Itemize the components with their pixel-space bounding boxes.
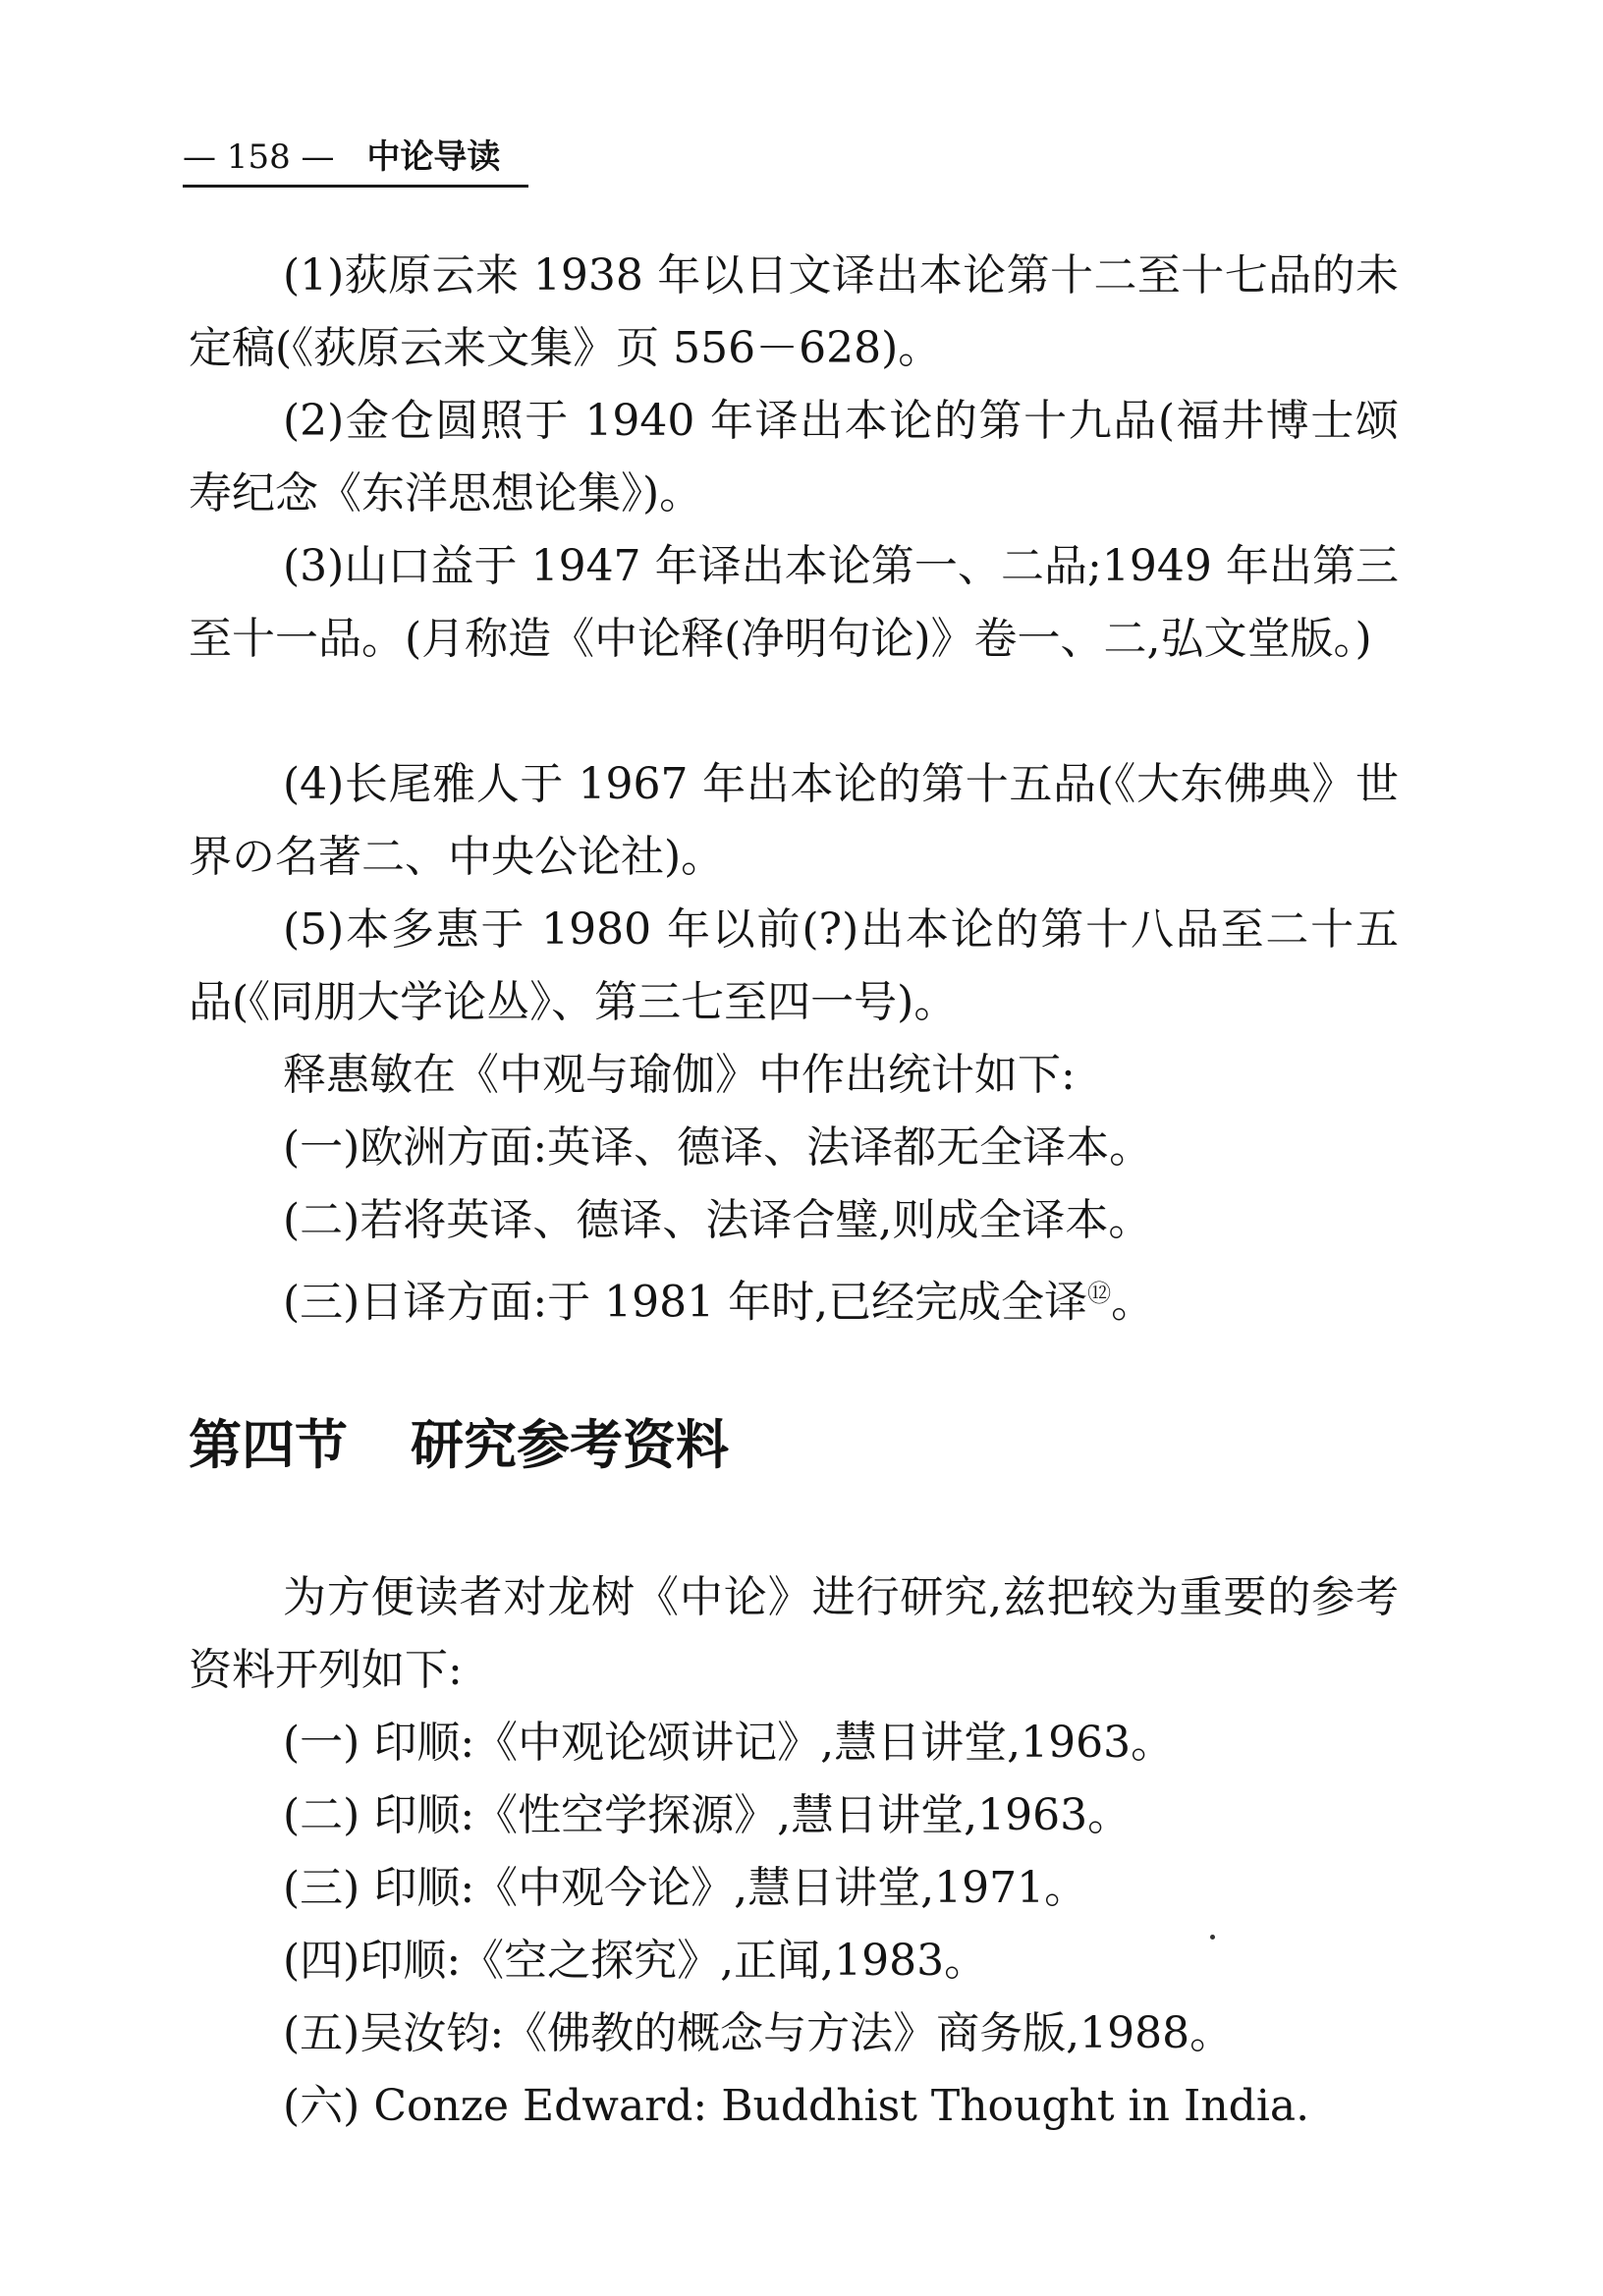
stats-item-3 [283, 1257, 1399, 1339]
paragraph-translation-4: (4)长尾雅人于 1967 年出本论的第十五品(《大东佛典》世界の名著二、中央公论社)。 [189, 759, 1399, 882]
section-title: 研究参考资料 [411, 1414, 729, 1476]
book-title: 中论导读 [366, 137, 501, 177]
stats-item-3-end: 。 [1111, 1277, 1155, 1328]
reference-item-2: (二) 印顺:《性空学探源》,慧日讲堂,1963。 [283, 1790, 1132, 1840]
reference-item-6: (六) Conze Edward: Buddhist Thought in India. [283, 2081, 1310, 2131]
page-number: — 158 — [183, 137, 335, 177]
paragraph-translation-1: (1)荻原云来 1938 年以日文译出本论第十二至十七品的未定稿(《荻原云来文集》页 556－628)。 [189, 250, 1399, 373]
paragraph-translation-5: (5)本多惠于 1980 年以前(?)出本论的第十八品至二十五品(《同朋大学论丛》、第三七至四一号)。 [189, 904, 1399, 1027]
section-heading [189, 1406, 729, 1485]
reference-item-1: (一) 印顺:《中观论颂讲记》,慧日讲堂,1963。 [283, 1718, 1175, 1768]
paragraph-statistics-intro: 释惠敏在《中观与瑜伽》中作出统计如下: [283, 1050, 1076, 1100]
reference-item-3: (三) 印顺:《中观今论》,慧日讲堂,1971。 [283, 1863, 1088, 1913]
paragraph-translation-3: (3)山口益于 1947 年译出本论第一、二品;1949 年出第三至十一品。(月称造《中论释(净明句论)》卷一、二,弘文堂版。) [189, 541, 1399, 664]
paragraph-translation-2: (2)金仓圆照于 1940 年译出本论的第十九品(福井博士颂寿纪念《东洋思想论集》)。 [189, 396, 1399, 519]
scan-speck [1210, 1935, 1215, 1940]
running-header [183, 130, 528, 188]
stats-item-2: (二)若将英译、德译、法译合璧,则成全译本。 [283, 1195, 1152, 1245]
footnote-marker: ⑫ [1087, 1280, 1112, 1307]
stats-item-1: (一)欧洲方面:英译、德译、法译都无全译本。 [283, 1122, 1153, 1173]
reference-item-5: (五)吴汝钧:《佛教的概念与方法》商务版,1988。 [283, 2008, 1234, 2058]
stats-item-3-text: (三)日译方面:于 1981 年时,已经完成全译 [283, 1277, 1088, 1328]
section-number: 第四节 [189, 1414, 348, 1476]
paragraph-references-intro: 为方便读者对龙树《中论》进行研究,兹把较为重要的参考资料开列如下: [189, 1572, 1399, 1695]
reference-item-4: (四)印顺:《空之探究》,正闻,1983。 [283, 1936, 988, 1986]
